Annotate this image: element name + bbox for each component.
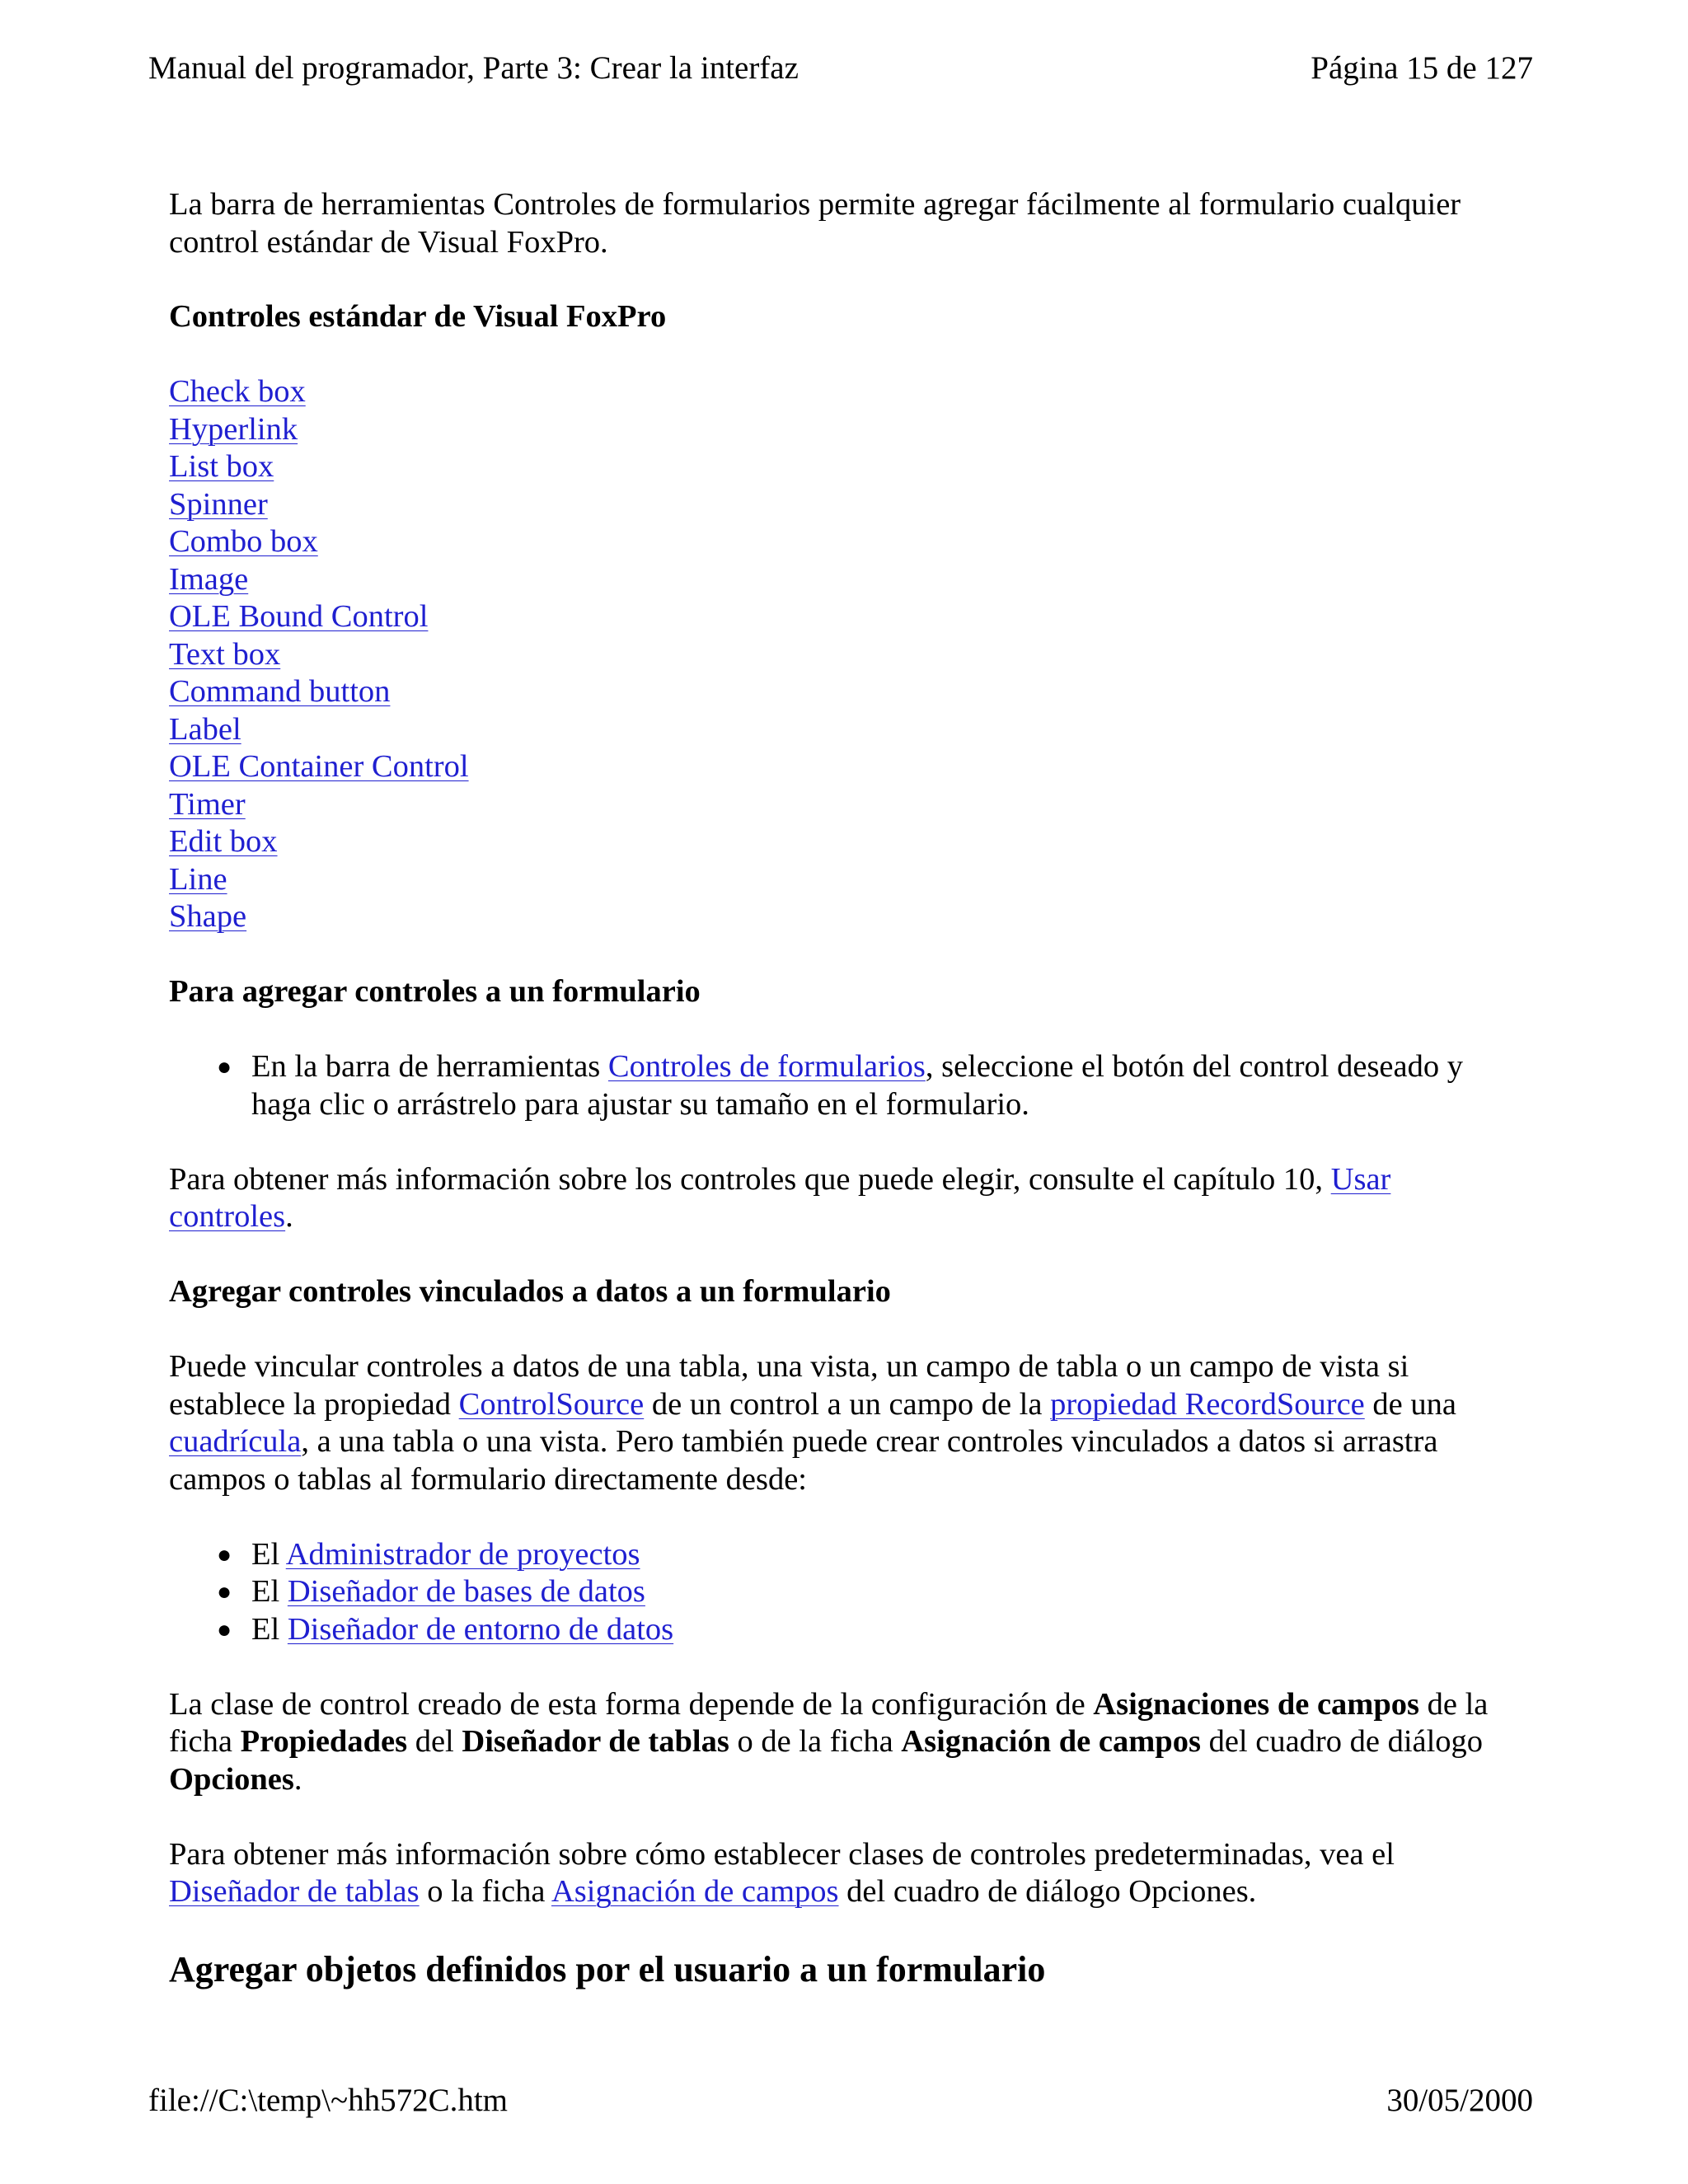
paragraph-text: . [285, 1199, 293, 1234]
link-ole-bound-control[interactable]: OLE Bound Control [169, 599, 429, 634]
paragraph-text: Para obtener más información sobre los controles que puede elegir, consulte el capítulo 10, [169, 1161, 1331, 1197]
paragraph-text: de una [1364, 1386, 1456, 1422]
link-combo-box[interactable]: Combo box [169, 524, 318, 559]
list-item [169, 1048, 1521, 1123]
paragraph-text: del [407, 1724, 462, 1759]
bold-term: Asignaciones de campos [1093, 1686, 1420, 1722]
step-text: , seleccione el botón del control deseado y haga clic o arrástrelo para ajustar su tamaño en el formulario. [251, 1049, 1463, 1122]
list-item [169, 1611, 1521, 1649]
link-controlsource[interactable]: ControlSource [458, 1386, 645, 1422]
link-list-box[interactable]: List box [169, 449, 274, 484]
paragraph-text: de la ficha [169, 1686, 1489, 1759]
list-item [169, 523, 1521, 561]
link-line[interactable]: Line [169, 861, 227, 897]
paragraph-text: o de la ficha [729, 1724, 902, 1759]
list-item [169, 1536, 1521, 1574]
link-check-box[interactable]: Check box [169, 374, 306, 409]
page-header-page-number: Página 15 de 127 [1311, 50, 1533, 86]
paragraph-text: La clase de control creado de esta forma depende de la configuración de [169, 1686, 1094, 1722]
item-text: El [251, 1611, 288, 1647]
list-item [169, 823, 1521, 861]
paragraph-text: o la ficha [419, 1874, 551, 1909]
list-item [169, 448, 1521, 486]
bold-term: Asignación de campos [901, 1724, 1201, 1759]
bound-controls-heading: Agregar controles vinculados a datos a un formulario [169, 1274, 891, 1309]
link-propiedad-recordsource[interactable]: propiedad RecordSource [1050, 1386, 1365, 1422]
list-item [169, 411, 1521, 449]
link-ole-container-control[interactable]: OLE Container Control [169, 749, 469, 784]
paragraph-text: Para obtener más información sobre cómo establecer clases de controles predeterminadas, vea el [169, 1836, 1395, 1872]
link-label[interactable]: Label [169, 711, 241, 747]
list-item [169, 636, 1521, 674]
link-asignacion-de-campos[interactable]: Asignación de campos [551, 1874, 839, 1909]
document-body [169, 186, 1521, 1991]
add-controls-heading: Para agregar controles a un formulario [169, 974, 701, 1009]
list-item [169, 711, 1521, 749]
list-item [169, 486, 1521, 524]
list-item [169, 673, 1521, 711]
list-item [169, 598, 1521, 636]
page-header-title: Manual del programador, Parte 3: Crear la interfaz [148, 50, 799, 86]
paragraph-text: de un control a un campo de la [644, 1386, 1051, 1422]
item-text: El [251, 1536, 286, 1572]
item-text: El [251, 1574, 288, 1609]
list-item [169, 561, 1521, 599]
bound-controls-paragraph [169, 1348, 1521, 1498]
section-heading: Agregar objetos definidos por el usuario a un formulario [169, 1949, 1046, 1990]
link-cuadricula[interactable]: cuadrícula [169, 1424, 302, 1459]
link-disenador-de-bases-de-datos[interactable]: Diseñador de bases de datos [287, 1574, 645, 1609]
list-item [169, 861, 1521, 899]
paragraph-text: . [293, 1761, 302, 1797]
page-footer-file-path: file://C:\temp\~hh572C.htm [148, 2083, 509, 2118]
link-usar-controles[interactable]: Usar controles [169, 1161, 1391, 1234]
page-footer-date: 30/05/2000 [1386, 2083, 1533, 2118]
list-item [169, 748, 1521, 786]
bullet-icon: ● [217, 1053, 232, 1080]
control-class-paragraph [169, 1686, 1521, 1799]
link-command-button[interactable]: Command button [169, 674, 391, 709]
step-text: En la barra de herramientas [251, 1049, 608, 1084]
paragraph-text: del cuadro de diálogo [1200, 1724, 1484, 1759]
default-classes-paragraph [169, 1836, 1521, 1911]
paragraph-text: Puede vincular controles a datos de una tabla, una vista, un campo de tabla o un campo de vista si establece la propiedad [169, 1349, 1409, 1422]
link-text-box[interactable]: Text box [169, 636, 281, 672]
bold-term: Propiedades [240, 1724, 408, 1759]
link-shape[interactable]: Shape [169, 899, 247, 934]
intro-paragraph: La barra de herramientas Controles de formularios permite agregar fácilmente al formulario cualquier control estándar de Visual FoxPro. [169, 187, 1461, 260]
bullet-icon: ● [217, 1615, 232, 1643]
list-item [169, 898, 1521, 936]
list-item [169, 1573, 1521, 1611]
link-spinner[interactable]: Spinner [169, 486, 268, 522]
bullet-icon: ● [217, 1578, 232, 1605]
list-item [169, 786, 1521, 824]
paragraph-text: del cuadro de diálogo Opciones. [838, 1874, 1257, 1909]
list-item [169, 373, 1521, 411]
controls-list [169, 373, 1521, 936]
bullet-icon: ● [217, 1540, 232, 1568]
link-disenador-de-tablas[interactable]: Diseñador de tablas [169, 1874, 420, 1909]
link-timer[interactable]: Timer [169, 786, 246, 822]
add-steps-list [169, 1048, 1521, 1123]
sources-list [169, 1536, 1521, 1649]
bold-term: Diseñador de tablas [462, 1724, 729, 1759]
link-hyperlink[interactable]: Hyperlink [169, 411, 298, 447]
controls-heading: Controles estándar de Visual FoxPro [169, 299, 667, 334]
link-controles-de-formularios[interactable]: Controles de formularios [607, 1049, 926, 1084]
more-info-paragraph [169, 1161, 1521, 1236]
link-image[interactable]: Image [169, 561, 249, 597]
bold-term: Opciones [169, 1761, 294, 1797]
link-edit-box[interactable]: Edit box [169, 824, 278, 859]
link-administrador-de-proyectos[interactable]: Administrador de proyectos [285, 1536, 640, 1572]
paragraph-text: , a una tabla o una vista. Pero también puede crear controles vinculados a datos si arrastra campos o tablas al formulario directamente desde: [169, 1424, 1438, 1497]
link-disenador-de-entorno-de-datos[interactable]: Diseñador de entorno de datos [287, 1611, 674, 1647]
